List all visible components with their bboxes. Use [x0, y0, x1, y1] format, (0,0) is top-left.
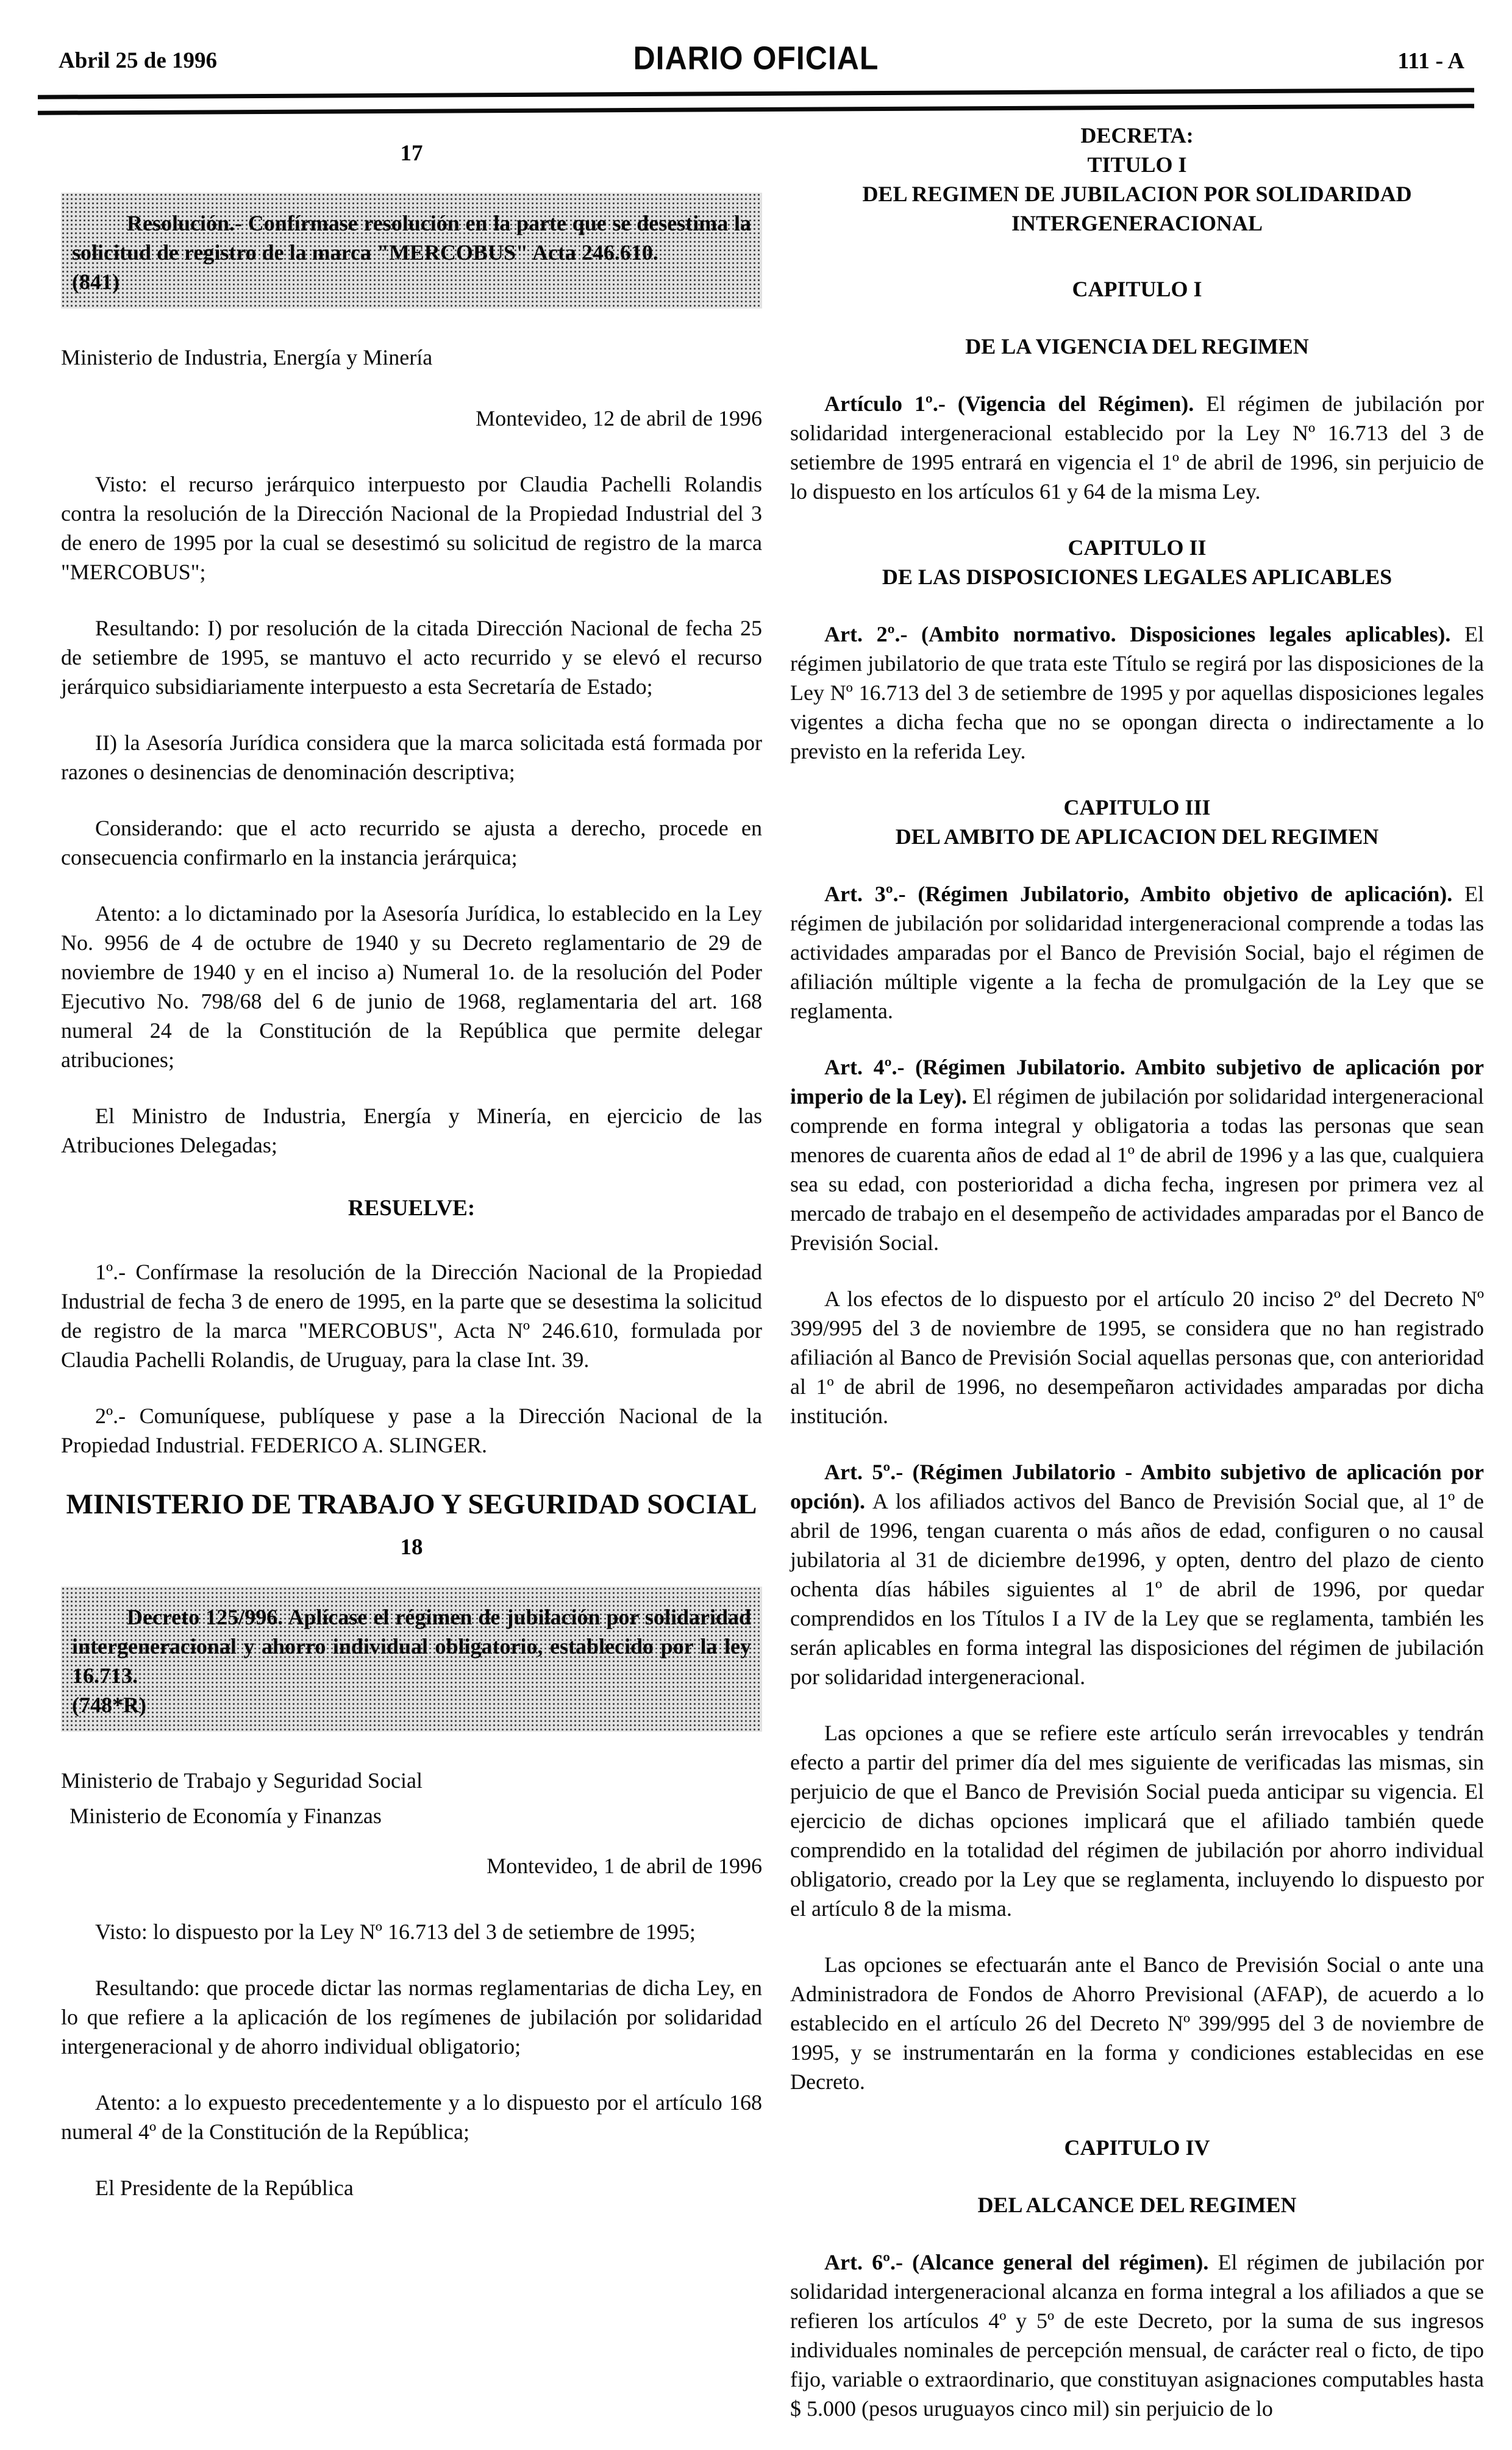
- titulo-1-heading: TITULO I: [1087, 152, 1187, 177]
- right-column: [790, 110, 1484, 2450]
- articulo-4-lead: Art. 4º.- (Régimen Jubilatorio. Ambito subjetivo de aplicación por imperio de la Ley).: [790, 1055, 1484, 1109]
- titulo-1-subtitle: DEL REGIMEN DE JUBILACION POR SOLIDARIDAD: [862, 182, 1412, 206]
- presidente-line: El Presidente de la República: [95, 2176, 354, 2200]
- dateline-montevideo-1: Montevideo, 12 de abril de 1996: [476, 406, 762, 430]
- capitulo-4-subtitle: DEL ALCANCE DEL REGIMEN: [977, 2193, 1297, 2217]
- capitulo-1-heading: CAPITULO I: [1072, 277, 1202, 301]
- articulo-5-text: A los afiliados activos del Banco de Previsión Social que, al 1º de abril de 1996, tengan cuarenta o más años de edad, configuren o no causal jubilatoria al 31 de diciembre de1996, y opten, dentro del plazo de ciento ochenta días hábiles siguientes al 1º de abril de 1996, por quedar comprendidos en los Títulos I a IV de la Ley que se reglamenta, también les serán aplicables en forma integral las disposiciones del régimen de jubilación por solidaridad intergeneracional.: [790, 1489, 1485, 1689]
- ministry-line: Ministerio de Industria, Energía y Minería: [61, 345, 433, 370]
- resultando-paragraph-3: Resultando: que procede dictar las normas reglamentarias de dicha Ley, en lo que refiere a la aplicación de los regímenes de jubilación por solidaridad intergeneracional y de ahorro individual obligatorio;: [61, 1976, 762, 2059]
- item-number-18: 18: [400, 1535, 423, 1560]
- capitulo-2-heading: CAPITULO II DE LAS DISPOSICIONES LEGALES APLICABLES: [882, 535, 1393, 589]
- articulo-3-lead: Art. 3º.- (Régimen Jubilatorio, Ambito objetivo de aplicación).: [824, 882, 1453, 906]
- notice-box-decreto: [61, 1587, 762, 1732]
- articulo-6-text: El régimen de jubilación por solidaridad intergeneracional alcanza en forma integral a los afiliados a que se refieren los artículos 4º y 5º de este Decreto, por la suma de sus ingresos individuales nominales de percepción mensual, de carácter real o ficto, de tipo fijo, variable o extraordinario, que constituyan asignaciones computables hasta $ 5.000 (pesos uruguayos cinco mil) sin perjuicio de lo: [790, 2250, 1485, 2421]
- opciones-paragraph-2: Las opciones se efectuarán ante el Banco de Previsión Social o ante una Administradora de Fondos de Ahorro Previsional (AFAP), de acuerdo a lo establecido en el artículo 26 del Decreto Nº 399/995 del 3 de noviembre de 1995, y se instrumentarán en la forma y condiciones establecidas en ese Decreto.: [790, 1952, 1484, 2094]
- resultando-paragraph-1: Resultando: I) por resolución de la citada Dirección Nacional de fecha 25 de setiembre de 1995, se mantuvo el acto recurrido y se elevó el recurso jerárquico subsidiariamente interpuesto a esta Secretaría de Estado;: [61, 616, 762, 699]
- decreta-heading: DECRETA:: [1080, 123, 1194, 148]
- header-page-number: 111 - A: [1397, 48, 1464, 74]
- articulo-2-paragraph: [790, 620, 1484, 766]
- articulo-1-paragraph: [790, 389, 1484, 506]
- notice-box-ref: (841): [72, 270, 119, 294]
- left-column: [61, 139, 762, 2229]
- notice-box-text: Decreto 125/996. Aplícase el régimen de jubilación por solidaridad intergeneracional y ahorro individual obligatorio, establecido por la ley 16.713.: [72, 1605, 751, 1688]
- capitulo-4-heading: CAPITULO IV: [1064, 2135, 1210, 2160]
- articulo-3-paragraph: [790, 879, 1484, 1026]
- articulo-5-lead: Art. 5º.- (Régimen Jubilatorio - Ambito subjetivo de aplicación por opción).: [790, 1460, 1484, 1513]
- resolution-point-1: 1º.- Confírmase la resolución de la Dirección Nacional de la Propiedad Industrial de fecha 3 de enero de 1995, en la parte que se desestima la solicitud de registro de la marca "MERCOBUS", Acta Nº 246.610, formulada por Claudia Pachelli Rolandis, de Uruguay, para la clase Int. 39.: [61, 1260, 762, 1372]
- visto-paragraph-1: Visto: el recurso jerárquico interpuesto por Claudia Pachelli Rolandis contra la resolución de la Dirección Nacional de la Propiedad Industrial del 3 de enero de 1995 por la cual se desestimó su solicitud de registro de la marca "MERCOBUS";: [61, 472, 762, 584]
- ministry-line: Ministerio de Economía y Finanzas: [70, 1804, 382, 1828]
- articulo-5-paragraph: [790, 1457, 1484, 1691]
- notice-box-resolucion: [61, 193, 762, 309]
- atento-paragraph-1: Atento: a lo dictaminado por la Asesoría Jurídica, lo establecido en la Ley No. 9956 de 4 de octubre de 1940 y su Decreto reglamentario de 29 de noviembre de 1940 y en el inciso a) Numeral 1o. de la resolución del Poder Ejecutivo No. 798/68 del 6 de junio de 1968, reglamentaria del art. 168 numeral 24 de la Constitución de la República que permite delegar atribuciones;: [61, 901, 762, 1072]
- articulo-1-lead: Artículo 1º.- (Vigencia del Régimen).: [824, 391, 1194, 416]
- articulo-1-text: El régimen de jubilación por solidaridad intergeneracional establecido por la Ley Nº 16.713 del 3 de setiembre de 1995 entrará en vigencia el 1º de abril de 1996, sin perjuicio de lo dispuesto en los artículos 61 y 64 de la misma Ley.: [790, 391, 1484, 504]
- notice-box-text: Resolución.- Confírmase resolución en la parte que se desestima la solicitud de registro de la marca "MERCOBUS" Acta 246.610.: [72, 211, 751, 265]
- articulo-4-paragraph: [790, 1052, 1484, 1257]
- ministries-list: [61, 1766, 762, 1830]
- articulo-6-lead: Art. 6º.- (Alcance general del régimen).: [824, 2250, 1209, 2274]
- notice-box-ref: (748*R): [72, 1693, 146, 1717]
- item-number-17: 17: [400, 141, 423, 166]
- ministro-paragraph: El Ministro de Industria, Energía y Minería, en ejercicio de las Atribuciones Delegadas;: [61, 1104, 762, 1157]
- visto-paragraph-2: Visto: lo dispuesto por la Ley Nº 16.713 del 3 de setiembre de 1995;: [95, 1920, 696, 1944]
- articulo-3-text: El régimen de jubilación por solidaridad intergeneracional comprende a todas las actividades amparadas por el Banco de Previsión Social, bajo el régimen de afiliación múltiple vigente a la fecha de promulgación de la Ley que se reglamenta.: [790, 882, 1484, 1023]
- capitulo-1-subtitle: DE LA VIGENCIA DEL REGIMEN: [965, 334, 1309, 359]
- ministry-line: Ministerio de Trabajo y Seguridad Social: [61, 1768, 423, 1793]
- header-rule-top: [38, 88, 1474, 99]
- articulo-4-text: El régimen de jubilación por solidaridad intergeneracional comprende en forma integral y obligatoria a todas las personas que sean menores de cuarenta años de edad al 1º de abril de 1996 y a las que, cualquiera sea su edad, con posterioridad a dicha fecha, ingresen por primera vez al mercado de trabajo en el desempeño de actividades amparadas por el Banco de Previsión Social.: [790, 1084, 1484, 1255]
- dateline-montevideo-2: Montevideo, 1 de abril de 1996: [487, 1854, 762, 1878]
- atento-paragraph-2: Atento: a lo expuesto precedentemente y a lo dispuesto por el artículo 168 numeral 4º de la Constitución de la República;: [61, 2090, 762, 2144]
- masthead-title: DIARIO OFICIAL: [633, 39, 879, 77]
- efectos-paragraph: A los efectos de lo dispuesto por el artículo 20 inciso 2º del Decreto Nº 399/995 del 3 de noviembre de 1995, se considera que no han registrado afiliación al Banco de Previsión Social aquellas personas que, con anterioridad al 1º de abril de 1996, no desempeñaron actividades amparadas por dicha institución.: [790, 1287, 1484, 1428]
- ministry-section-heading: MINISTERIO DE TRABAJO Y SEGURIDAD SOCIAL: [66, 1488, 757, 1520]
- articulo-2-lead: Art. 2º.- (Ambito normativo. Disposiciones legales aplicables).: [824, 622, 1451, 646]
- titulo-1-subtitle: INTERGENERACIONAL: [1011, 211, 1263, 235]
- resolution-point-2: 2º.- Comuníquese, publíquese y pase a la Dirección Nacional de la Propiedad Industrial. FEDERICO A. SLINGER.: [61, 1404, 762, 1457]
- header-date: Abril 25 de 1996: [59, 48, 218, 73]
- opciones-paragraph-1: Las opciones a que se refiere este artículo serán irrevocables y tendrán efecto a partir del primer día del mes siguiente de verificadas las mismas, sin perjuicio de que el Banco de Previsión Social pueda anticipar su vigencia. El ejercicio de dichas opciones implicará que el afiliado también quede comprendido en la totalidad del régimen de jubilación por ahorro individual obligatorio, creado por la Ley que se reglamenta, incluyendo lo dispuesto por el artículo 8 de la misma.: [790, 1721, 1484, 1921]
- resultando-paragraph-2: II) la Asesoría Jurídica considera que la marca solicitada está formada por razones o desinencias de denominación descriptiva;: [61, 730, 762, 784]
- considerando-paragraph: Considerando: que el acto recurrido se ajusta a derecho, procede en consecuencia confirmarlo en la instancia jerárquica;: [61, 816, 762, 870]
- articulo-6-paragraph: [790, 2248, 1484, 2423]
- capitulo-3-heading: CAPITULO III DEL AMBITO DE APLICACION DEL REGIMEN: [895, 795, 1379, 849]
- articulo-2-text: El régimen jubilatorio de que trata este Título se regirá por las disposiciones de la Ley Nº 16.713 del 3 de setiembre de 1995 y por aquellas disposiciones legales vigentes a dicha fecha que no se opongan directa o indirectamente a lo previsto en la referida Ley.: [790, 622, 1485, 763]
- resuelve-heading: RESUELVE:: [348, 1196, 476, 1221]
